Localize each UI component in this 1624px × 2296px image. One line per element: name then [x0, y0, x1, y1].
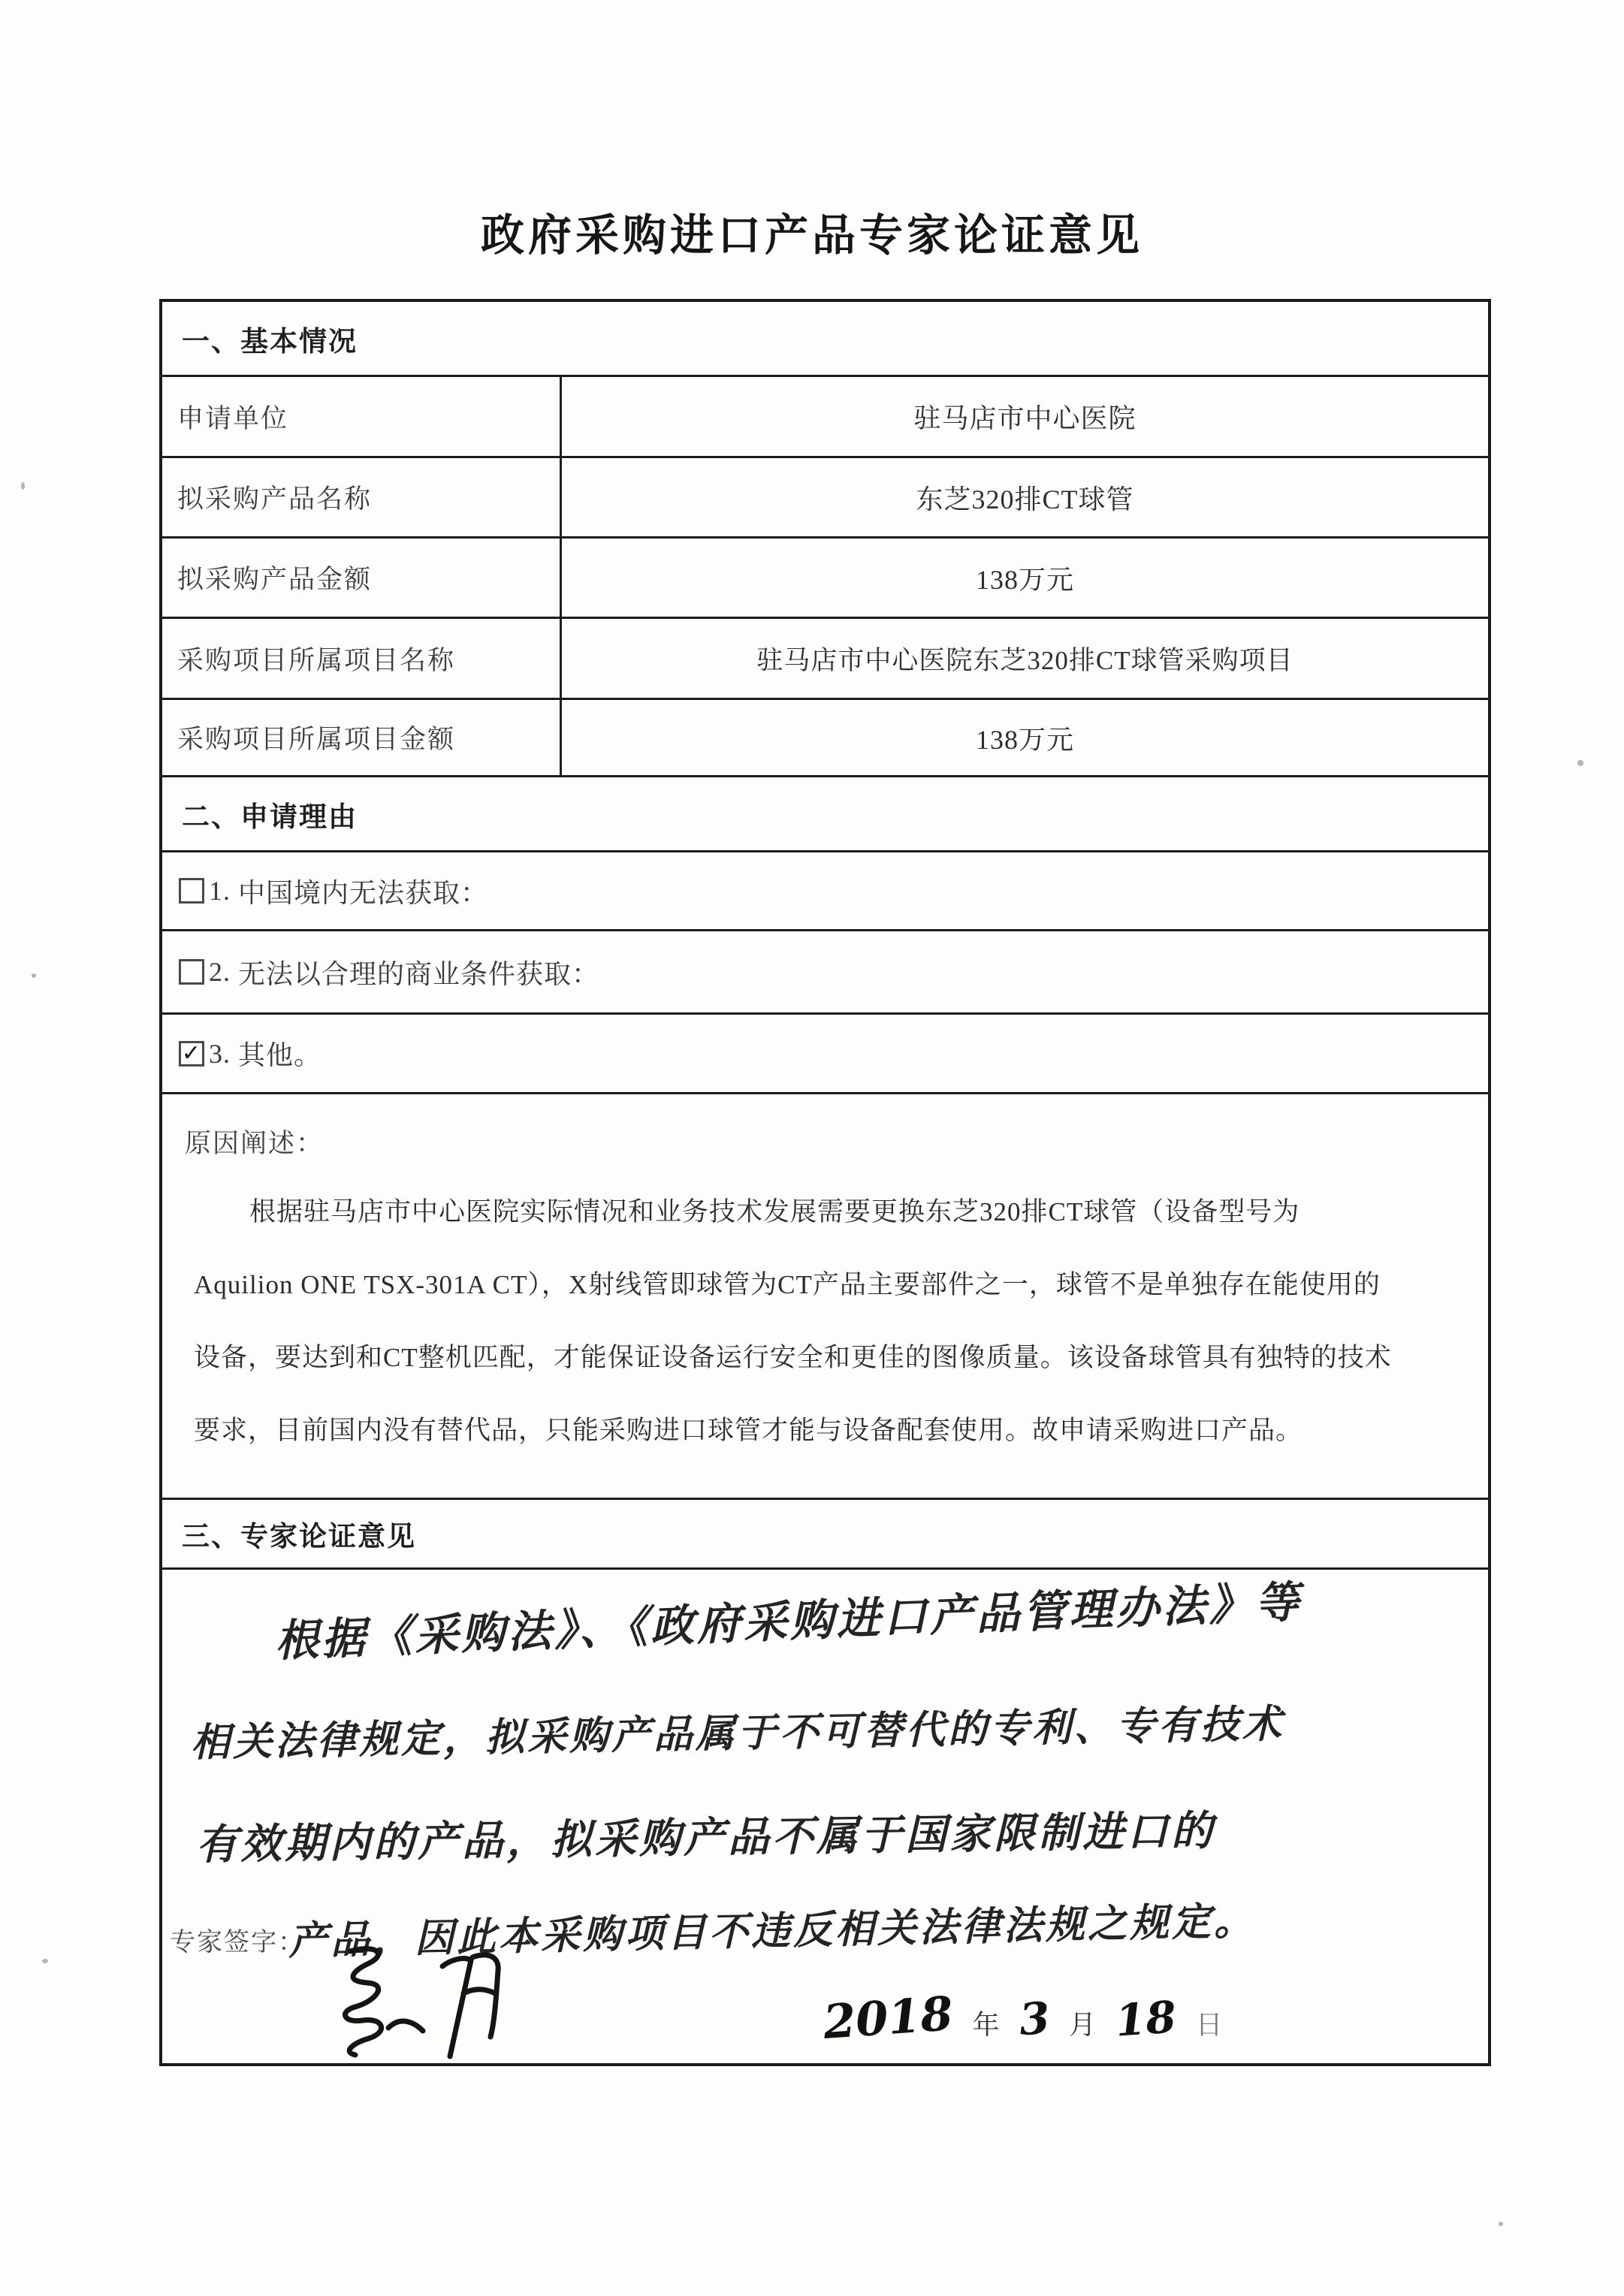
field-label: 拟采购产品名称 — [162, 458, 562, 536]
scan-artifact — [32, 973, 36, 978]
field-value: 驻马店市中心医院 — [913, 403, 1136, 433]
form-table — [159, 299, 1491, 2066]
option-label: 中国境内无法获取： — [238, 877, 489, 908]
field-label: 拟采购产品金额 — [162, 539, 562, 617]
scan-artifact — [21, 482, 25, 490]
reason-line: Aquilion ONE TSX-301A CT），X射线管即球管为CT产品主要部件之一，球管不是单独存在能使用的 — [194, 1270, 1381, 1299]
reason-statement-paragraph — [194, 1175, 1456, 1467]
reason-line: 要求，目前国内没有替代品，只能采购进口球管才能与设备配套使用。故申请采购进口产品。 — [194, 1416, 1303, 1445]
field-label: 采购项目所属项目金额 — [162, 700, 562, 775]
option-number: 3. — [209, 1038, 231, 1069]
section-heading-text: 三、专家论证意见 — [182, 1521, 416, 1552]
table-row — [162, 617, 1488, 698]
field-label: 采购项目所属项目名称 — [162, 619, 562, 698]
date-day-unit: 日 — [1195, 2010, 1223, 2040]
expert-signature-label: 专家签字： — [170, 1929, 305, 1957]
field-label: 申请单位 — [162, 377, 562, 456]
field-value: 东芝320排CT球管 — [916, 484, 1134, 514]
option-number: 2. — [209, 957, 231, 987]
section-heading-text: 一、基本情况 — [182, 325, 358, 357]
scan-artifact — [1499, 2222, 1503, 2226]
date-year-unit: 年 — [972, 2010, 1000, 2040]
reason-line: 根据驻马店市中心医院实际情况和业务技术发展需要更换东芝320排CT球管（设备型号为 — [249, 1197, 1300, 1226]
reason-line: 设备，要达到和CT整机匹配，才能保证设备运行安全和更佳的图像质量。该设备球管具有独特的技术 — [194, 1343, 1392, 1372]
date-month-handwritten: 3 — [1017, 1992, 1052, 2046]
handwritten-opinion-line: 产品，因此本采购项目不违反相关法律法规之规定。 — [288, 1898, 1257, 1964]
expert-opinion-cell — [162, 1567, 1488, 2063]
reason-statement-cell — [162, 1092, 1488, 1498]
document-title: 政府采购进口产品专家论证意见 — [480, 211, 1143, 260]
date-month-unit: 月 — [1068, 2010, 1096, 2040]
reason-option-row — [162, 929, 1488, 1012]
handwritten-opinion-line: 有效期内的产品，拟采购产品不属于国家限制进口的 — [195, 1806, 1216, 1869]
option-label: 其他。 — [238, 1040, 322, 1070]
date-year-handwritten: 2018 — [821, 1986, 955, 2050]
field-value: 驻马店市中心医院东芝320排CT球管采购项目 — [756, 645, 1293, 675]
section-heading-text: 二、申请理由 — [182, 801, 358, 832]
table-row — [162, 375, 1488, 456]
table-row — [162, 536, 1488, 617]
field-value: 138万元 — [975, 564, 1074, 595]
date-day-handwritten: 18 — [1113, 1991, 1178, 2047]
checkbox-checked-icon: ✓ — [179, 1041, 204, 1067]
checkbox-unchecked-icon — [179, 959, 204, 985]
handwritten-opinion-line: 相关法律规定，拟采购产品属于不可替代的专利、专有技术 — [190, 1700, 1285, 1766]
section-heading-application-reason — [162, 775, 1488, 850]
reason-option-row — [162, 1012, 1488, 1092]
table-row — [162, 698, 1488, 775]
scan-artifact — [1577, 760, 1583, 766]
handwritten-opinion-line: 根据《采购法》、《政府采购进口产品管理办法》等 — [273, 1576, 1303, 1667]
field-value: 138万元 — [975, 724, 1074, 755]
opinion-date — [821, 1986, 1223, 2050]
reason-statement-title: 原因阐述： — [185, 1129, 324, 1158]
handwritten-signature — [316, 1938, 564, 2064]
section-heading-basic-info — [162, 302, 1488, 375]
option-label: 无法以合理的商业条件获取： — [238, 958, 600, 989]
table-row — [162, 456, 1488, 536]
option-number: 1. — [209, 876, 231, 906]
scan-artifact — [42, 1959, 48, 1963]
reason-option-row — [162, 850, 1488, 929]
checkbox-unchecked-icon — [179, 878, 204, 904]
section-heading-expert-opinion — [162, 1498, 1488, 1567]
